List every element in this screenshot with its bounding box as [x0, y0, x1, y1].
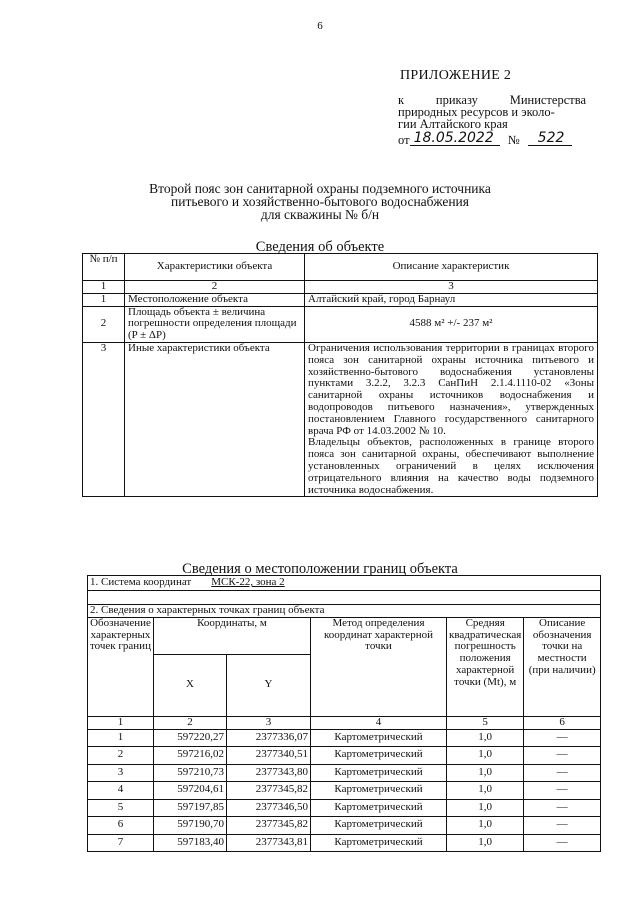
- header-num: № п/п: [83, 254, 125, 281]
- order-word: Министерства: [509, 93, 586, 107]
- table-row: [88, 747, 601, 765]
- point-y: 2377336,07: [227, 729, 311, 747]
- table-row: [83, 342, 598, 496]
- point-id: 2: [88, 747, 154, 765]
- heading-line: питьевого и хозяйственно-бытового водоснабжения: [171, 194, 469, 209]
- index-cell: 5: [447, 716, 524, 729]
- table-row: [88, 764, 601, 782]
- row-name: Местоположение объекта: [125, 293, 305, 306]
- spacer-cell: [88, 591, 601, 605]
- header-characteristics: Характеристики объекта: [125, 254, 305, 281]
- location-info-title: Сведения о местоположении границ объекта: [182, 561, 458, 577]
- index-cell: 2: [154, 716, 227, 729]
- point-y: 2377346,50: [227, 799, 311, 817]
- point-y: 2377345,82: [227, 782, 311, 800]
- table-header-row: [88, 617, 601, 654]
- appendix-title: ПРИЛОЖЕНИЕ 2: [400, 68, 512, 83]
- point-x: 597210,73: [154, 764, 227, 782]
- header-coords: Координаты, м: [154, 617, 311, 654]
- number-prefix: №: [507, 133, 520, 147]
- index-cell: 2: [125, 281, 305, 294]
- table-index-row: [83, 281, 598, 294]
- row-num: 1: [83, 293, 125, 306]
- point-mt: 1,0: [447, 799, 524, 817]
- index-cell: 1: [83, 281, 125, 294]
- point-id: 1: [88, 729, 154, 747]
- table-row: [88, 799, 601, 817]
- order-word: приказу: [435, 93, 478, 107]
- point-y: 2377343,81: [227, 834, 311, 852]
- index-cell: 6: [524, 716, 601, 729]
- row-name: Площадь объекта ± величина погрешности определения площади (P ± ΔP): [125, 306, 305, 342]
- point-desc: —: [524, 764, 601, 782]
- row-value: Алтайский край, город Барнаул: [305, 293, 598, 306]
- point-id: 4: [88, 782, 154, 800]
- table-row: [88, 782, 601, 800]
- point-mt: 1,0: [447, 747, 524, 765]
- coord-system-row: [88, 576, 601, 591]
- row-num: 3: [83, 342, 125, 496]
- description-paragraph: Ограничения использования территории в границах второго пояса зон санитарной охраны источника питьевого и хозяйственно-бытового водоснабжения установлены пунктами 3.2.2, 3.2.3 СанПиН 2.1.4.1110-02 «Зоны санитарной охраны источников водоснабжения и водопроводов питьевого назначения», утвержденных постановлением Главного государственного санитарного врача РФ от 14.03.2002 № 10.: [308, 341, 594, 437]
- point-desc: —: [524, 834, 601, 852]
- table-row: [88, 817, 601, 835]
- point-mt: 1,0: [447, 817, 524, 835]
- point-mt: 1,0: [447, 782, 524, 800]
- point-method: Картометрический: [311, 729, 447, 747]
- description-paragraph: Владельцы объектов, расположенных в границе второго пояса зон санитарной охраны, обеспечивают выполнение установленных ограничений в целях исключения отрицательного влияния на качество воды подземного источника водоснабжения.: [308, 436, 594, 496]
- point-id: 3: [88, 764, 154, 782]
- date-prefix: от: [398, 133, 410, 147]
- point-x: 597183,40: [154, 834, 227, 852]
- heading-line: Второй пояс зон санитарной охраны подземного источника: [149, 181, 491, 196]
- point-mt: 1,0: [447, 729, 524, 747]
- order-number-handwritten: 522: [528, 132, 573, 146]
- point-method: Картометрический: [311, 799, 447, 817]
- header-description: Описание характеристик: [305, 254, 598, 281]
- object-info-table: [82, 253, 598, 497]
- order-date-handwritten: 18.05.2022: [410, 132, 500, 146]
- header-method: Метод определения координат характерной точки: [311, 617, 447, 716]
- point-mt: 1,0: [447, 834, 524, 852]
- header-error: Средняя квадратическая погрешность положения характерной точки (Mt), м: [447, 617, 524, 716]
- heading-line: для скважины № б/н: [260, 207, 380, 222]
- row-value: 4588 м² +/- 237 м²: [305, 306, 598, 342]
- table-row: [83, 293, 598, 306]
- order-line-3: гии Алтайского края: [398, 117, 508, 131]
- row-num: 2: [83, 306, 125, 342]
- point-y: 2377345,82: [227, 817, 311, 835]
- header-point: Обозначение характерных точек границ: [88, 617, 154, 716]
- point-y: 2377340,51: [227, 747, 311, 765]
- document-heading: [0, 182, 640, 221]
- points-label-row: [88, 605, 601, 618]
- point-x: 597216,02: [154, 747, 227, 765]
- index-cell: 3: [305, 281, 598, 294]
- table-row: [88, 729, 601, 747]
- location-info-table: [87, 575, 601, 852]
- point-id: 7: [88, 834, 154, 852]
- coord-system-cell: [88, 576, 601, 591]
- page-number: 6: [317, 20, 323, 32]
- coord-system-label: 1. Система координат: [90, 576, 192, 589]
- point-desc: —: [524, 799, 601, 817]
- point-desc: —: [524, 729, 601, 747]
- table-row: [83, 306, 598, 342]
- header-x: X: [154, 654, 227, 716]
- point-id: 6: [88, 817, 154, 835]
- coord-system-value: МСК-22, зона 2: [211, 576, 285, 589]
- order-reference: [398, 94, 586, 146]
- table-header-row: [83, 254, 598, 281]
- point-method: Картометрический: [311, 782, 447, 800]
- row-value: [305, 342, 598, 496]
- order-line-2: природных ресурсов и эколо-: [398, 105, 555, 119]
- point-method: Картометрический: [311, 764, 447, 782]
- spacer-row: [88, 591, 601, 605]
- point-y: 2377343,80: [227, 764, 311, 782]
- header-desc: Описание обозначения точки на местности (при наличии): [524, 617, 601, 716]
- row-name: Иные характеристики объекта: [125, 342, 305, 496]
- table-index-row: [88, 716, 601, 729]
- point-x: 597220,27: [154, 729, 227, 747]
- order-date-line: [398, 132, 586, 146]
- header-y: Y: [227, 654, 311, 716]
- point-method: Картометрический: [311, 747, 447, 765]
- point-method: Картометрический: [311, 817, 447, 835]
- point-desc: —: [524, 817, 601, 835]
- point-method: Картометрический: [311, 834, 447, 852]
- index-cell: 3: [227, 716, 311, 729]
- point-mt: 1,0: [447, 764, 524, 782]
- point-x: 597197,85: [154, 799, 227, 817]
- points-label-cell: 2. Сведения о характерных точках границ объекта: [88, 605, 601, 618]
- table-row: [88, 834, 601, 852]
- index-cell: 1: [88, 716, 154, 729]
- point-id: 5: [88, 799, 154, 817]
- order-word: к: [398, 93, 405, 107]
- point-x: 597204,61: [154, 782, 227, 800]
- point-x: 597190,70: [154, 817, 227, 835]
- object-info-title: Сведения об объекте: [255, 239, 385, 255]
- index-cell: 4: [311, 716, 447, 729]
- point-desc: —: [524, 782, 601, 800]
- point-desc: —: [524, 747, 601, 765]
